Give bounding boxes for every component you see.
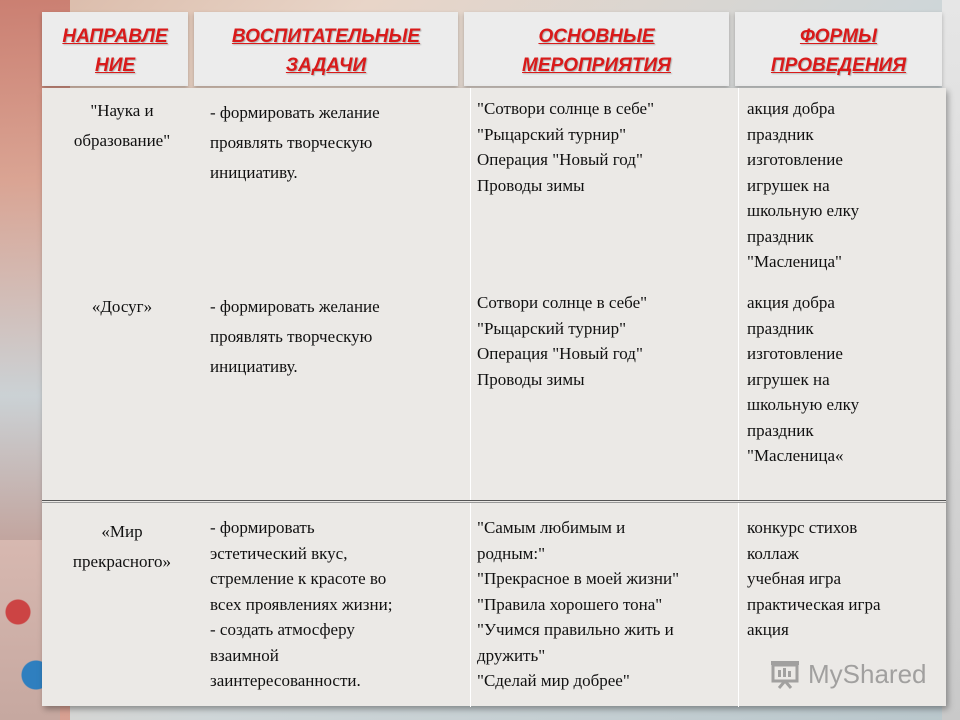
cell-direction: «Мир прекрасного» <box>72 522 172 571</box>
watermark <box>768 658 927 690</box>
header-cell-events <box>464 12 729 86</box>
cell-forms: акция добра праздник изготовление игрушек на школьную елку праздник "Масленица" <box>738 88 946 282</box>
cell-tasks: - формировать желание проявлять творческую инициативу. <box>210 297 380 376</box>
cell-forms: конкурс стихов коллаж учебная игра практическая игра акция <box>738 503 946 707</box>
activities-table <box>42 88 946 706</box>
presentation-board-icon <box>768 659 802 689</box>
header-cell-tasks <box>194 12 458 86</box>
header-events-label: ОСНОВНЫЕ МЕРОПРИЯТИЯ <box>522 26 671 76</box>
table-row <box>42 88 946 282</box>
header-tasks-label: ВОСПИТАТЕЛЬНЫЕ ЗАДАЧИ <box>231 26 421 76</box>
cell-tasks: - формировать желание проявлять творческую инициативу. <box>210 103 380 182</box>
header-forms-label: ФОРМЫ ПРОВЕДЕНИЯ <box>770 26 907 76</box>
cell-forms: акция добра праздник изготовление игрушек на школьную елку праздник "Масленица« <box>738 282 946 500</box>
header-cell-direction <box>42 12 188 86</box>
cell-tasks: - формировать эстетический вкус, стремление к красоте во всех проявлениях жизни; - создать атмосферу взаимной заинтересованности. <box>210 518 393 690</box>
cell-events: Сотвори солнце в себе" "Рыцарский турнир" Операция "Новый год" Проводы зимы <box>470 282 738 500</box>
header-cell-forms <box>735 12 942 86</box>
cell-direction: «Досуг» <box>91 297 153 316</box>
cell-events: "Самым любимым и родным:" "Прекрасное в моей жизни" "Правила хорошего тона" "Учимся правильно жить и дружить" "Сделай мир добрее" <box>470 503 738 707</box>
cell-events: "Сотвори солнце в себе" "Рыцарский турнир" Операция "Новый год" Проводы зимы <box>470 88 738 282</box>
header-direction-label: НАПРАВЛЕ НИЕ <box>62 26 168 76</box>
watermark-text: MyShared <box>808 658 927 689</box>
cell-direction: "Наука и образование" <box>73 101 171 150</box>
table-header <box>42 12 942 86</box>
table-row <box>42 282 946 501</box>
